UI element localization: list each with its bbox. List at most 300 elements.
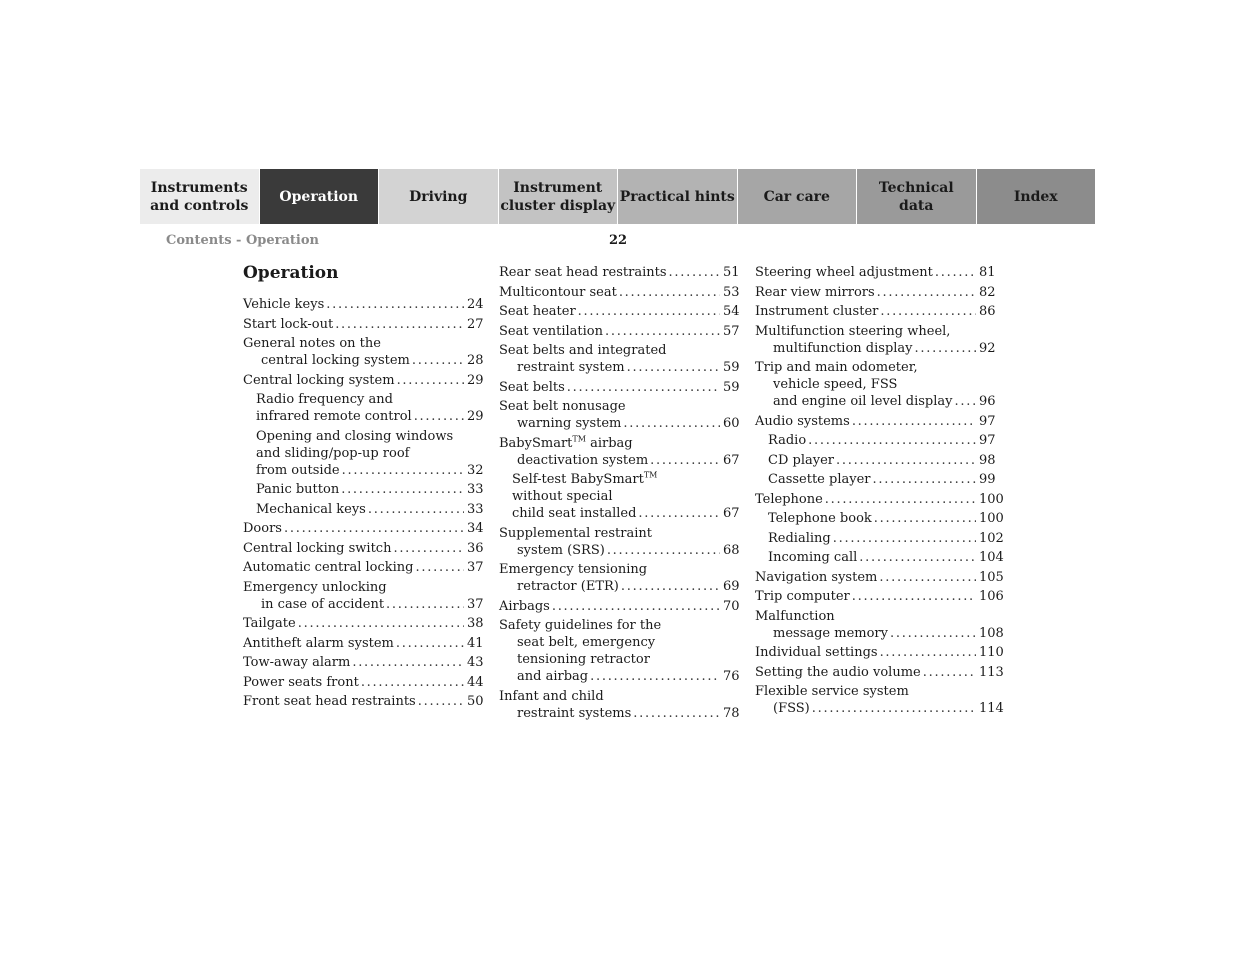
toc-entry[interactable] xyxy=(755,264,996,281)
dot-leader xyxy=(619,284,720,301)
toc-entry-line xyxy=(755,625,1004,642)
toc-entry-line xyxy=(243,335,481,352)
dot-leader xyxy=(590,668,720,685)
toc-entry-line xyxy=(499,264,740,281)
toc-page-number: 59 xyxy=(723,360,740,375)
dot-leader xyxy=(836,452,976,469)
toc-entry-line xyxy=(243,520,484,537)
toc-entry-line xyxy=(243,596,484,613)
tab-instruments-and-controls[interactable]: Instruments and controls xyxy=(140,169,260,224)
toc-entry-label: Instrument cluster xyxy=(755,304,879,319)
breadcrumb: Contents - Operation xyxy=(166,233,319,248)
toc-entry-label: Supplemental restraint xyxy=(499,525,652,541)
toc-entry-line xyxy=(755,376,993,393)
toc-entry-line xyxy=(755,264,996,281)
toc-entry-line xyxy=(755,303,996,320)
dot-leader xyxy=(298,615,464,632)
toc-entry[interactable] xyxy=(755,359,996,410)
dot-leader xyxy=(335,316,464,333)
toc-entry-label: system (SRS) xyxy=(517,542,605,558)
toc-entry-line xyxy=(755,549,1004,566)
toc-page-number: 57 xyxy=(723,323,740,339)
toc-entry-line xyxy=(499,617,737,634)
toc-entry[interactable] xyxy=(755,303,996,320)
toc-entry-line xyxy=(499,525,737,542)
toc-entry-line xyxy=(755,323,993,340)
toc-entry[interactable] xyxy=(243,635,484,652)
toc-entry-label: Self-test BabySmart™ xyxy=(512,470,658,487)
toc-entry-label: Emergency tensioning xyxy=(499,562,648,577)
dot-leader xyxy=(808,432,976,449)
tab-index[interactable]: Index xyxy=(977,169,1096,224)
toc-entry-line xyxy=(755,700,1004,717)
dot-leader xyxy=(412,352,464,369)
toc-entry-line xyxy=(243,654,484,671)
toc-entry[interactable] xyxy=(499,525,740,559)
toc-entry-label: Front seat head restraints xyxy=(243,694,416,709)
toc-entry-label: Automatic central locking xyxy=(243,560,414,575)
dot-leader xyxy=(386,596,464,613)
toc-page-number: 37 xyxy=(467,596,484,612)
toc-entry-label: Tow-away alarm xyxy=(243,655,351,670)
toc-entry-label: Tailgate xyxy=(243,616,296,631)
section-title: Operation xyxy=(243,263,339,283)
toc-entry-line xyxy=(243,559,484,576)
toc-column-3 xyxy=(755,264,1004,720)
toc-entry-label: Central locking system xyxy=(243,372,395,388)
toc-entry-label: Audio systems xyxy=(755,413,850,429)
toc-entry-label: child seat installed xyxy=(512,506,637,521)
toc-entry-line xyxy=(499,561,737,578)
toc-entry-line xyxy=(243,445,481,462)
toc-page-number: 110 xyxy=(979,645,1004,660)
toc-entry[interactable] xyxy=(243,654,484,671)
toc-entry[interactable] xyxy=(499,398,740,432)
toc-entry-label: Infant and child xyxy=(499,688,604,704)
toc-page-number: 69 xyxy=(723,579,740,594)
toc-entry-label: Seat heater xyxy=(499,304,576,319)
toc-entry-label: Multifunction steering wheel, xyxy=(755,323,951,339)
toc-entry[interactable] xyxy=(243,674,484,691)
dot-leader xyxy=(880,644,976,661)
dot-leader xyxy=(623,415,720,432)
toc-entry[interactable] xyxy=(755,510,1004,527)
tab-car-care[interactable]: Car care xyxy=(738,169,858,224)
toc-entry-label: Start lock-out xyxy=(243,316,334,332)
dot-leader xyxy=(915,340,976,357)
toc-entry-line xyxy=(243,615,484,632)
toc-entry[interactable] xyxy=(243,335,484,369)
toc-entry-label: Seat belt nonusage xyxy=(499,399,626,414)
toc-entry-line xyxy=(243,579,481,596)
dot-leader xyxy=(650,452,720,469)
toc-entry-label: Malfunction xyxy=(755,608,835,624)
toc-entry[interactable] xyxy=(499,342,740,376)
toc-entry-label: Redialing xyxy=(768,530,831,546)
toc-page-number: 97 xyxy=(979,433,996,448)
toc-entry-line xyxy=(755,569,1004,586)
toc-entry-label: CD player xyxy=(768,452,834,468)
toc-entry-label: vehicle speed, FSS xyxy=(773,377,898,392)
toc-entry-label: Individual settings xyxy=(755,645,878,660)
toc-entry-line xyxy=(243,462,484,479)
dot-leader xyxy=(638,505,720,522)
toc-entry-label: Setting the audio volume xyxy=(755,664,921,680)
toc-entry-label: Central locking switch xyxy=(243,540,392,556)
toc-entry-label: Telephone book xyxy=(768,511,872,526)
dot-leader xyxy=(341,481,464,498)
toc-entry-label: Mechanical keys xyxy=(256,501,366,517)
toc-entry[interactable] xyxy=(499,264,740,281)
toc-page-number: 86 xyxy=(979,304,996,319)
toc-entry[interactable] xyxy=(499,470,740,522)
toc-entry[interactable] xyxy=(243,501,484,518)
toc-entry-label: Trip computer xyxy=(755,589,850,604)
toc-entry-label: multifunction display xyxy=(773,340,913,356)
toc-entry-line xyxy=(499,542,740,559)
toc-page-number: 60 xyxy=(723,416,740,431)
toc-entry-label: Steering wheel adjustment xyxy=(755,265,933,280)
toc-entry[interactable] xyxy=(243,615,484,632)
toc-entry[interactable] xyxy=(499,434,740,469)
toc-entry-label: Navigation system xyxy=(755,569,878,585)
toc-entry-line xyxy=(243,352,484,369)
tab-driving[interactable]: Driving xyxy=(379,169,499,224)
toc-entry-label: and airbag xyxy=(517,669,589,684)
dot-leader xyxy=(852,413,976,430)
toc-entry-line xyxy=(755,340,996,357)
toc-entry-line xyxy=(499,668,740,685)
dot-leader xyxy=(877,284,976,301)
toc-entry[interactable] xyxy=(755,471,996,488)
toc-entry-line xyxy=(243,481,484,498)
toc-page-number: 38 xyxy=(467,616,484,631)
toc-entry[interactable] xyxy=(243,296,484,313)
toc-entry-line xyxy=(499,651,737,668)
toc-entry[interactable] xyxy=(243,540,484,557)
toc-entry-line xyxy=(755,588,1004,605)
toc-entry-line xyxy=(243,674,484,691)
toc-entry-line xyxy=(755,664,1004,681)
toc-page-number: 37 xyxy=(467,560,484,575)
toc-page-number: 29 xyxy=(467,409,484,424)
toc-entry-label: Trip and main odometer, xyxy=(755,360,918,375)
toc-page-number: 59 xyxy=(723,379,740,395)
toc-entry-line xyxy=(499,284,740,301)
toc-page-number: 24 xyxy=(467,297,484,312)
toc-entry[interactable] xyxy=(243,372,484,389)
toc-entry-line xyxy=(499,505,740,522)
toc-page-number: 29 xyxy=(467,372,484,388)
toc-entry-line xyxy=(499,598,740,615)
toc-entry-line xyxy=(499,578,740,595)
toc-entry-label: Telephone xyxy=(755,491,823,507)
toc-entry[interactable] xyxy=(499,323,740,340)
toc-entry[interactable] xyxy=(755,608,1004,642)
toc-entry[interactable] xyxy=(243,316,484,333)
toc-entry[interactable] xyxy=(499,688,740,722)
toc-entry[interactable] xyxy=(243,693,484,710)
dot-leader xyxy=(873,471,977,488)
toc-page-number: 43 xyxy=(467,655,484,670)
toc-page-number: 96 xyxy=(979,394,996,409)
toc-entry-label: General notes on the xyxy=(243,336,381,351)
dot-leader xyxy=(880,303,976,320)
toc-entry[interactable] xyxy=(755,588,1004,605)
toc-entry[interactable] xyxy=(243,481,484,498)
toc-entry-line xyxy=(499,303,740,320)
toc-entry-line xyxy=(499,435,737,452)
toc-entry[interactable] xyxy=(499,617,740,685)
dot-leader xyxy=(825,491,976,508)
dot-leader xyxy=(326,296,464,313)
toc-page-number: 104 xyxy=(979,550,1004,565)
dot-leader xyxy=(393,540,464,557)
toc-page-number: 108 xyxy=(979,625,1004,641)
tab-instrument-cluster-display[interactable]: Instrument cluster display xyxy=(499,169,619,224)
toc-entry-line xyxy=(499,379,740,396)
toc-entry-line xyxy=(755,452,996,469)
toc-page-number: 99 xyxy=(979,472,996,487)
toc-entry-line xyxy=(243,501,484,518)
toc-entry-label: Incoming call xyxy=(768,550,858,565)
toc-page-number: 100 xyxy=(979,491,1004,507)
toc-entry[interactable] xyxy=(755,413,996,430)
toc-page-number: 70 xyxy=(723,598,740,614)
toc-entry-label: Radio frequency and xyxy=(256,392,393,407)
toc-entry-label: message memory xyxy=(773,625,888,641)
toc-entry-line xyxy=(755,432,996,449)
toc-entry-label: Doors xyxy=(243,521,282,536)
toc-page-number: 32 xyxy=(467,462,484,478)
toc-entry-label: Seat belts and integrated xyxy=(499,343,667,358)
toc-entry-line xyxy=(755,471,996,488)
dot-leader xyxy=(833,530,976,547)
toc-entry-line xyxy=(243,408,484,425)
toc-page-number: 106 xyxy=(979,589,1004,604)
dot-leader xyxy=(669,264,720,281)
toc-entry-line xyxy=(499,471,737,488)
tab-technical-data[interactable]: Technical data xyxy=(857,169,977,224)
toc-entry-line xyxy=(243,635,484,652)
toc-entry-label: Antitheft alarm system xyxy=(243,635,394,651)
toc-column-2 xyxy=(499,264,740,724)
toc-entry[interactable] xyxy=(755,491,1004,508)
toc-entry-label: central locking system xyxy=(261,353,410,368)
toc-entry-label: warning system xyxy=(517,416,622,431)
dot-leader xyxy=(418,693,464,710)
toc-entry-label: infrared remote control xyxy=(256,409,412,424)
toc-entry-line xyxy=(243,540,484,557)
dot-leader xyxy=(627,359,720,376)
toc-page-number: 92 xyxy=(979,340,996,356)
toc-entry[interactable] xyxy=(755,323,996,357)
toc-entry-line xyxy=(755,510,1004,527)
toc-page-number: 67 xyxy=(723,506,740,521)
toc-entry[interactable] xyxy=(243,428,484,479)
toc-entry-line xyxy=(755,359,993,376)
toc-entry-line xyxy=(243,316,484,333)
toc-page-number: 44 xyxy=(467,674,484,690)
toc-page-number: 51 xyxy=(723,265,740,280)
page-number: 22 xyxy=(608,233,628,248)
dot-leader xyxy=(352,654,464,671)
toc-entry-label: restraint system xyxy=(517,360,625,375)
dot-leader xyxy=(605,323,720,340)
toc-entry[interactable] xyxy=(755,530,1004,547)
toc-entry-label: restraint systems xyxy=(517,705,632,721)
toc-entry[interactable] xyxy=(755,644,1004,661)
toc-entry-label: Seat ventilation xyxy=(499,323,603,339)
toc-entry[interactable] xyxy=(499,561,740,595)
toc-entry-label: BabySmart™ airbag xyxy=(499,434,633,451)
dot-leader xyxy=(633,705,720,722)
toc-page-number: 33 xyxy=(467,482,484,497)
toc-entry-label: (FSS) xyxy=(773,701,810,716)
toc-entry-line xyxy=(499,705,740,722)
toc-entry-label: Multicontour seat xyxy=(499,284,617,300)
tab-practical-hints[interactable]: Practical hints xyxy=(618,169,738,224)
toc-page-number: 102 xyxy=(979,530,1004,546)
toc-entry-label: without special xyxy=(512,489,613,504)
dot-leader xyxy=(852,588,976,605)
toc-entry-label: Rear view mirrors xyxy=(755,284,875,300)
toc-entry-line xyxy=(755,393,996,410)
toc-page-number: 53 xyxy=(723,284,740,300)
toc-entry-label: tensioning retractor xyxy=(517,652,650,667)
dot-leader xyxy=(361,674,464,691)
toc-entry-line xyxy=(243,372,484,389)
toc-entry-line xyxy=(499,398,737,415)
toc-entry-label: Safety guidelines for the xyxy=(499,618,662,633)
toc-entry[interactable] xyxy=(243,559,484,576)
toc-page-number: 113 xyxy=(979,664,1004,680)
tab-operation[interactable]: Operation xyxy=(260,169,380,224)
toc-page-number: 28 xyxy=(467,353,484,368)
toc-page-number: 81 xyxy=(979,265,996,280)
toc-entry-line xyxy=(243,693,484,710)
toc-entry-label: deactivation system xyxy=(517,452,649,468)
toc-entry[interactable] xyxy=(755,284,996,301)
dot-leader xyxy=(621,578,720,595)
dot-leader xyxy=(879,569,976,586)
toc-entry-line xyxy=(755,413,996,430)
toc-page-number: 67 xyxy=(723,452,740,468)
toc-entry-label: Power seats front xyxy=(243,674,359,690)
toc-entry-label: Panic button xyxy=(256,482,340,497)
dot-leader xyxy=(923,664,976,681)
toc-entry-line xyxy=(499,488,737,505)
toc-page-number: 78 xyxy=(723,705,740,721)
toc-entry-line xyxy=(755,683,993,700)
toc-entry-label: and sliding/pop-up roof xyxy=(256,445,410,461)
toc-entry-label: Opening and closing windows xyxy=(256,428,454,444)
toc-entry[interactable] xyxy=(755,569,1004,586)
toc-page-number: 27 xyxy=(467,316,484,332)
toc-entry-label: Cassette player xyxy=(768,472,871,487)
dot-leader xyxy=(416,559,464,576)
toc-entry-line xyxy=(243,391,481,408)
dot-leader xyxy=(955,393,977,410)
toc-entry-line xyxy=(499,415,740,432)
chapter-tab-bar xyxy=(140,169,1095,224)
toc-page-number: 100 xyxy=(979,511,1004,526)
toc-entry[interactable] xyxy=(499,303,740,320)
dot-leader xyxy=(284,520,464,537)
toc-entry-line xyxy=(755,644,1004,661)
toc-entry-label: Airbags xyxy=(499,598,550,614)
toc-entry-label: Flexible service system xyxy=(755,684,909,699)
dot-leader xyxy=(396,635,464,652)
dot-leader xyxy=(567,379,720,396)
toc-page-number: 97 xyxy=(979,413,996,429)
toc-entry-label: Vehicle keys xyxy=(243,297,325,312)
toc-entry[interactable] xyxy=(243,520,484,537)
toc-entry-line xyxy=(499,323,740,340)
dot-leader xyxy=(812,700,976,717)
toc-page-number: 76 xyxy=(723,669,740,684)
toc-entry-line xyxy=(499,452,740,469)
toc-entry-label: Radio xyxy=(768,433,807,448)
toc-entry-line xyxy=(499,359,740,376)
toc-entry[interactable] xyxy=(499,284,740,301)
toc-entry[interactable] xyxy=(755,683,1004,717)
toc-page-number: 33 xyxy=(467,501,484,517)
toc-entry-line xyxy=(243,296,484,313)
dot-leader xyxy=(342,462,464,479)
toc-entry-line xyxy=(499,634,737,651)
toc-entry-line xyxy=(755,284,996,301)
toc-entry-line xyxy=(755,608,993,625)
dot-leader xyxy=(890,625,976,642)
toc-entry[interactable] xyxy=(755,452,996,469)
toc-entry-label: retractor (ETR) xyxy=(517,579,619,594)
toc-entry-label: and engine oil level display xyxy=(773,394,953,409)
dot-leader xyxy=(414,408,464,425)
toc-entry-label: seat belt, emergency xyxy=(517,635,656,650)
toc-entry[interactable] xyxy=(755,549,1004,566)
dot-leader xyxy=(397,372,464,389)
toc-entry-line xyxy=(755,530,1004,547)
toc-page-number: 50 xyxy=(467,694,484,709)
toc-entry-line xyxy=(243,428,481,445)
toc-entry-label: Emergency unlocking xyxy=(243,579,387,595)
dot-leader xyxy=(607,542,720,559)
dot-leader xyxy=(859,549,976,566)
toc-entry[interactable] xyxy=(499,598,740,615)
dot-leader xyxy=(935,264,976,281)
toc-entry[interactable] xyxy=(755,664,1004,681)
toc-entry[interactable] xyxy=(243,579,484,613)
toc-entry[interactable] xyxy=(499,379,740,396)
toc-page-number: 36 xyxy=(467,540,484,556)
toc-entry-label: in case of accident xyxy=(261,596,385,612)
toc-entry-label: Seat belts xyxy=(499,379,565,395)
toc-entry-line xyxy=(499,688,737,705)
toc-entry-line xyxy=(499,342,737,359)
toc-page-number: 34 xyxy=(467,521,484,536)
toc-entry[interactable] xyxy=(243,391,484,425)
toc-page-number: 114 xyxy=(979,701,1004,716)
toc-entry[interactable] xyxy=(755,432,996,449)
dot-leader xyxy=(368,501,464,518)
toc-entry-line xyxy=(755,491,1004,508)
toc-page-number: 98 xyxy=(979,452,996,468)
dot-leader xyxy=(874,510,976,527)
toc-entry-label: from outside xyxy=(256,462,340,478)
toc-page-number: 41 xyxy=(467,635,484,651)
toc-column-1 xyxy=(243,296,484,713)
